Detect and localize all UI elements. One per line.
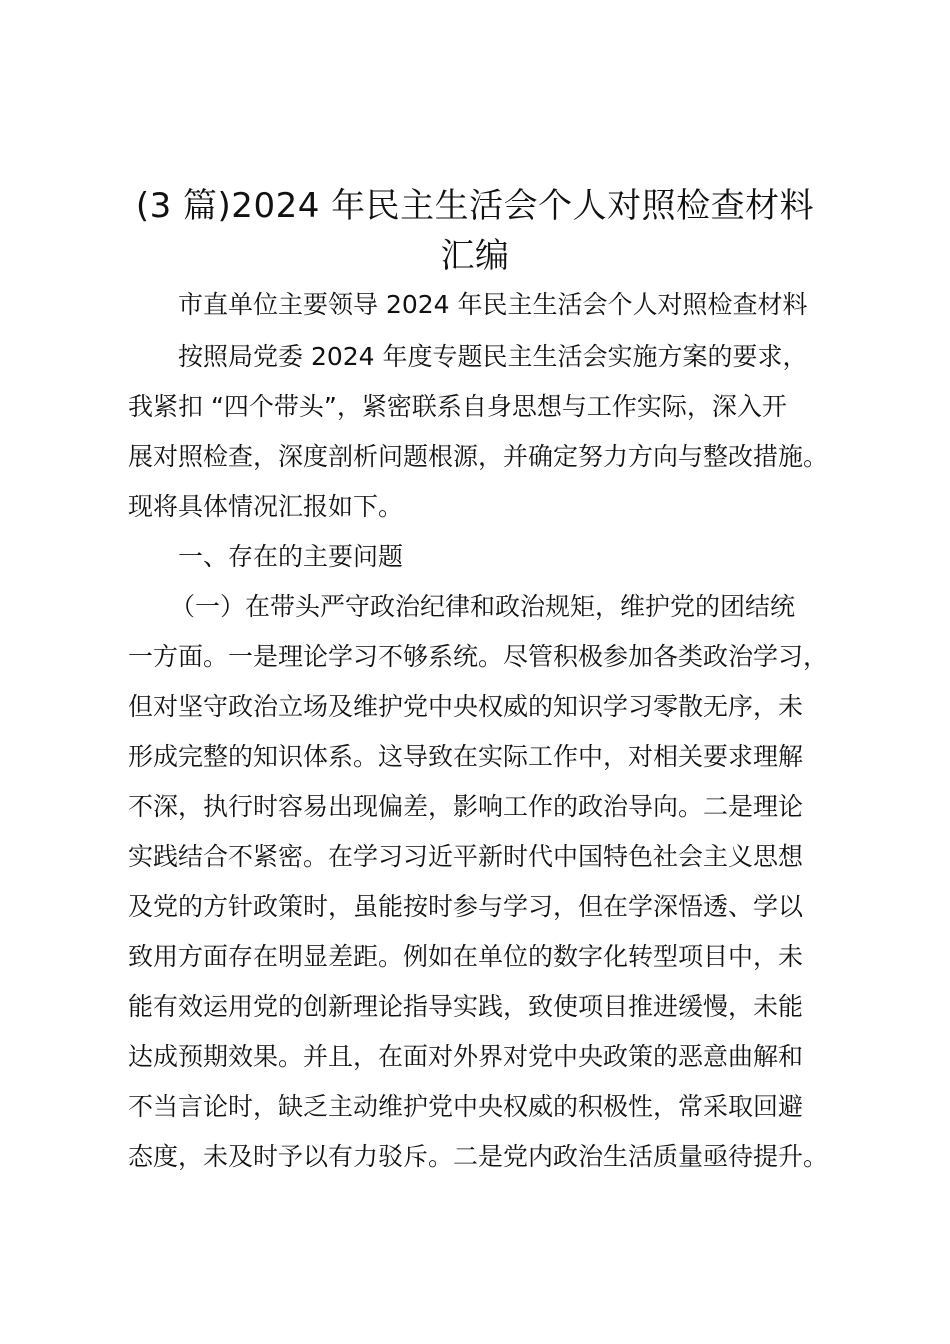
body-line: 不深，执行时容易出现偏差，影响工作的政治导向。二是理论 bbox=[128, 792, 804, 821]
section-heading: 一、存在的主要问题 bbox=[178, 542, 404, 571]
body-line: 致用方面存在明显差距。例如在单位的数字化转型项目中，未 bbox=[128, 942, 804, 971]
body-line: 不当言论时，缺乏主动维护党中央权威的积极性，常采取回避 bbox=[128, 1092, 804, 1121]
document-title-line-2: 汇编 bbox=[440, 236, 510, 276]
body-line: 态度，未及时予以有力驳斥。二是党内政治生活质量亟待提升。 bbox=[128, 1142, 829, 1171]
intro-line: 现将具体情况汇报如下。 bbox=[128, 492, 404, 521]
intro-line: 按照局党委 2024 年度专题民主生活会实施方案的要求， bbox=[178, 342, 808, 371]
intro-line: 我紧扣 “四个带头”，紧密联系自身思想与工作实际，深入开 bbox=[128, 392, 787, 421]
body-line: 一方面。一是理论学习不够系统。尽管积极参加各类政治学习， bbox=[128, 642, 829, 671]
document-subtitle: 市直单位主要领导 2024 年民主生活会个人对照检查材料 bbox=[178, 290, 808, 319]
body-line: 形成完整的知识体系。这导致在实际工作中，对相关要求理解 bbox=[128, 742, 804, 771]
body-line: 但对坚守政治立场及维护党中央权威的知识学习零散无序，未 bbox=[128, 692, 804, 721]
body-line: 达成预期效果。并且，在面对外界对党中央政策的恶意曲解和 bbox=[128, 1042, 804, 1071]
document-title-line-1: (3 篇)2024 年民主生活会个人对照检查材料 bbox=[135, 186, 815, 226]
intro-line: 展对照检查，深度剖析问题根源，并确定努力方向与整改措施。 bbox=[128, 442, 829, 471]
body-line: （一）在带头严守政治纪律和政治规矩，维护党的团结统 bbox=[170, 592, 796, 621]
body-line: 能有效运用党的创新理论指导实践，致使项目推进缓慢，未能 bbox=[128, 992, 804, 1021]
body-line: 及党的方针政策时，虽能按时参与学习，但在学深悟透、学以 bbox=[128, 892, 804, 921]
body-line: 实践结合不紧密。在学习习近平新时代中国特色社会主义思想 bbox=[128, 842, 804, 871]
